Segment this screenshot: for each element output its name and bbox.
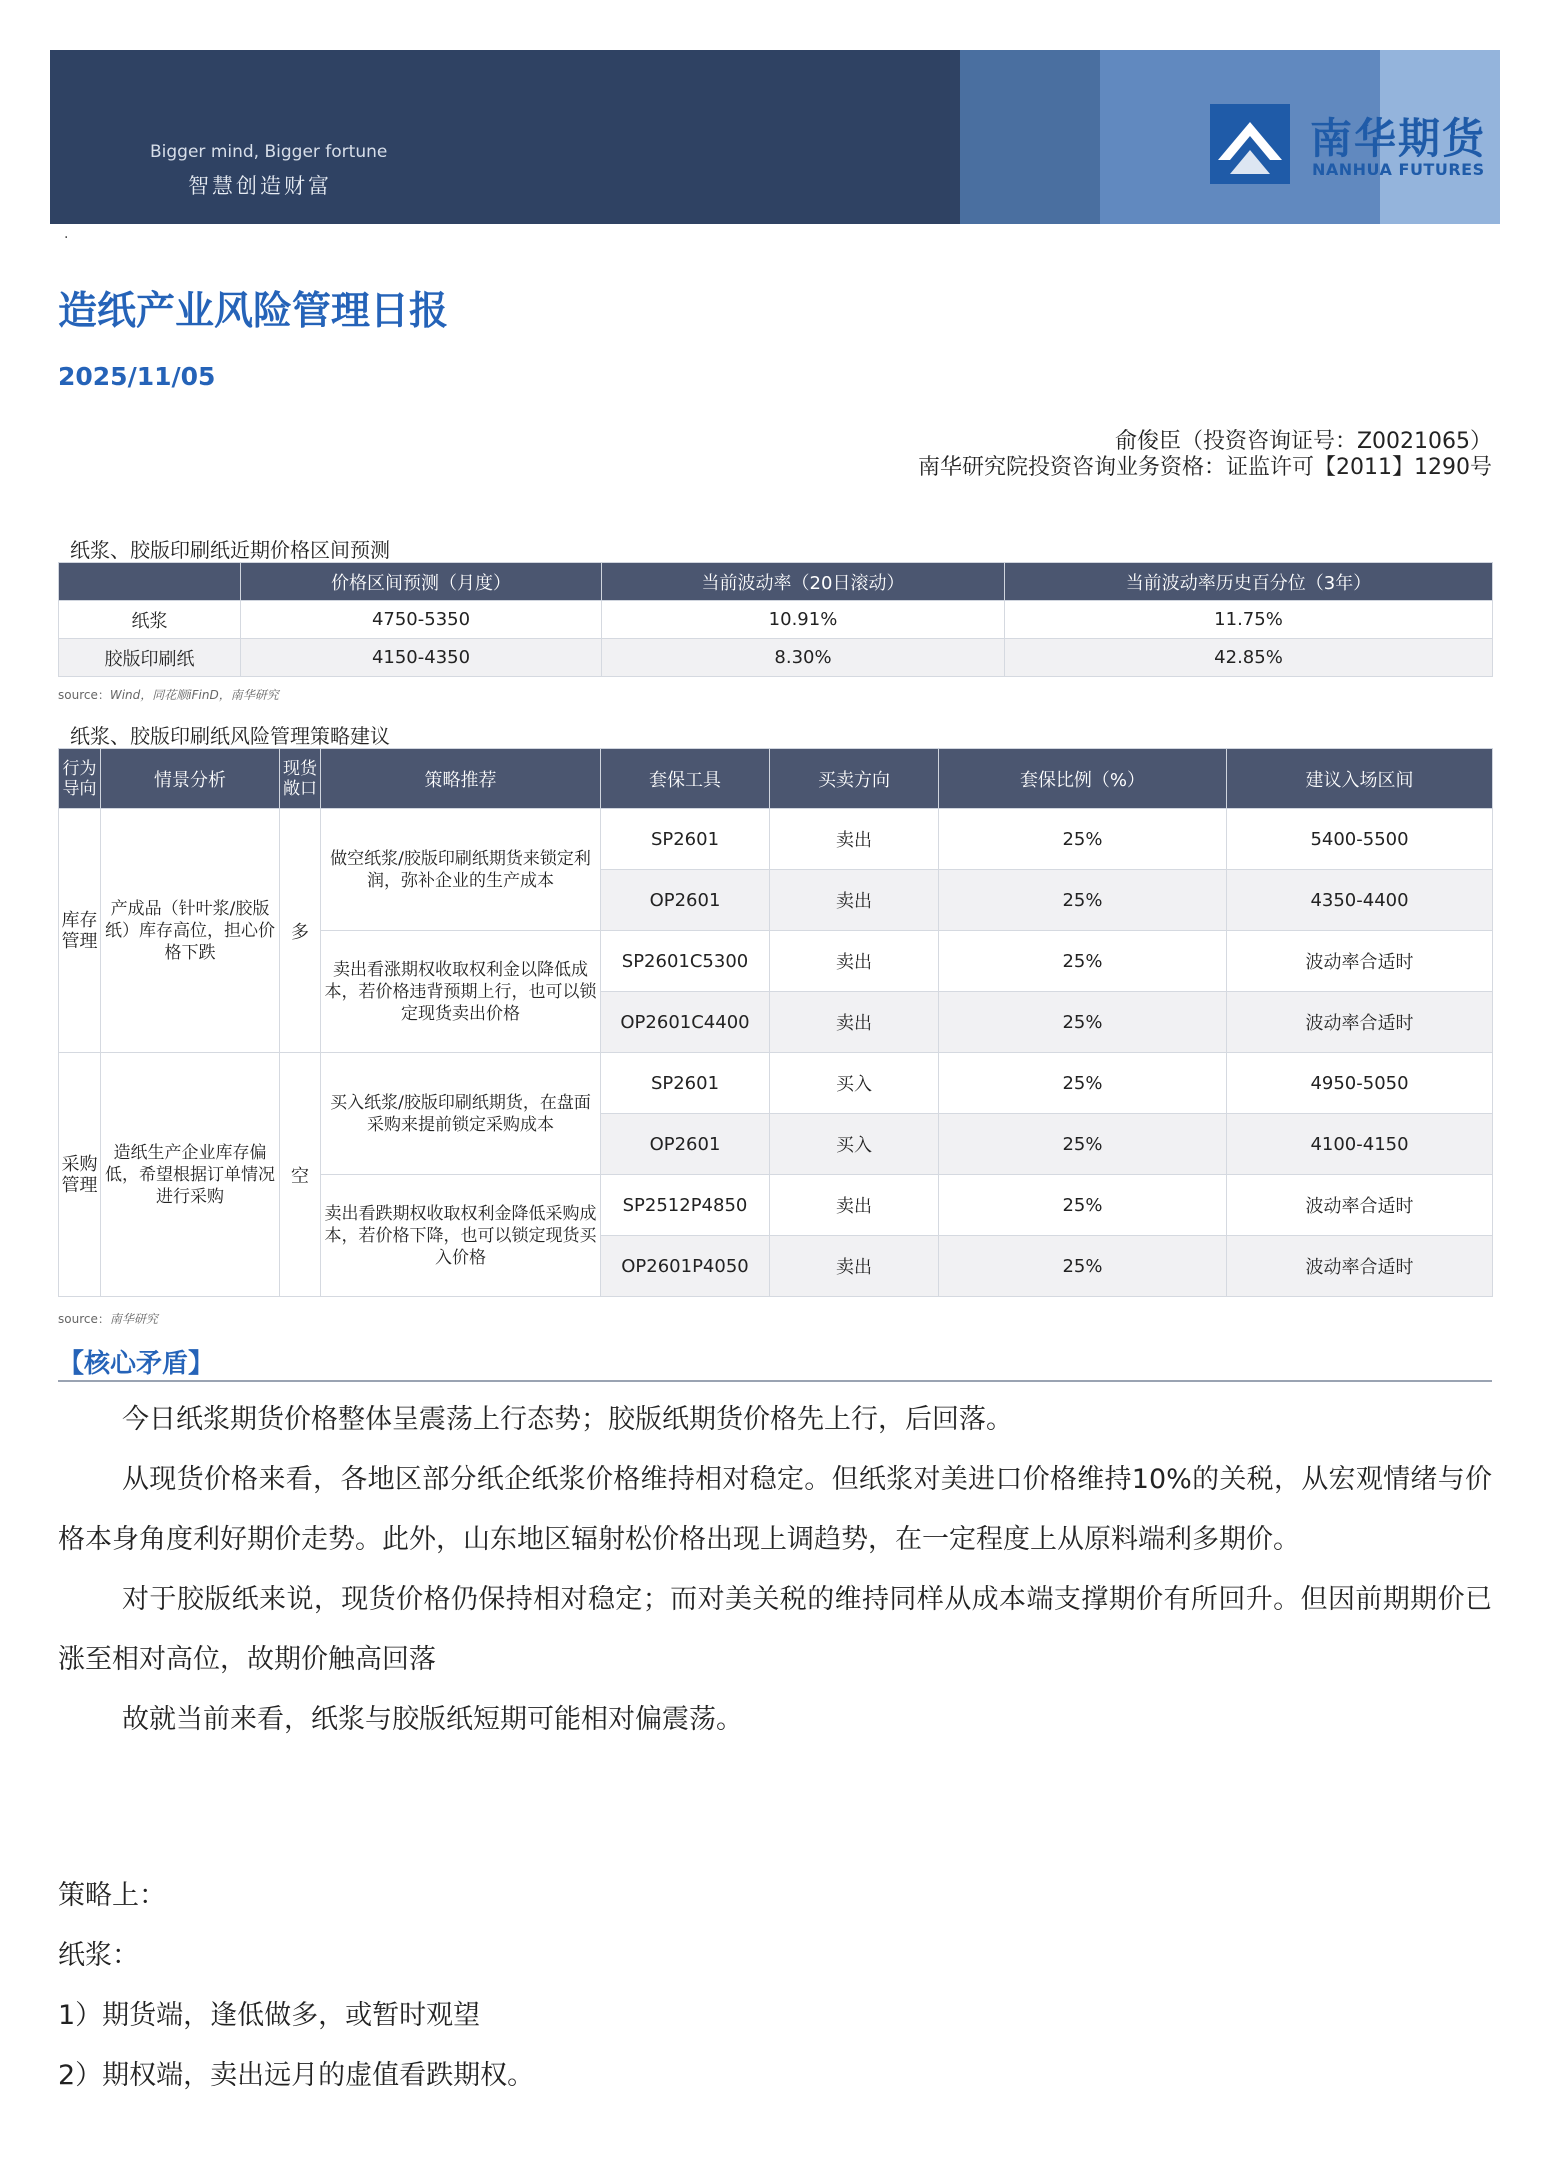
header-banner [50,50,1500,224]
hedge-ratio: 25% [939,1236,1227,1297]
pulp-label: 纸浆： [58,1940,139,1971]
volatility-percentile: 11.75% [1005,601,1493,639]
product-name: 胶版印刷纸 [59,639,241,677]
source-label: source： [58,688,110,702]
behavior-cell: 库存管理 [59,809,101,1053]
trade-direction: 卖出 [770,809,939,870]
author-line: 俞俊臣（投资咨询证号：Z0021065） [1114,429,1492,454]
table-row [59,601,1493,639]
trade-direction: 买入 [770,1053,939,1114]
price-table-caption: 纸浆、胶版印刷纸近期价格区间预测 [70,538,390,562]
scenario-cell: 产成品（针叶浆/胶版纸）库存高位，担心价格下跌 [101,809,280,1053]
hedge-ratio: 25% [939,809,1227,870]
trade-direction: 卖出 [770,870,939,931]
exposure-cell: 空 [280,1053,321,1297]
volatility: 10.91% [602,601,1005,639]
strategy-cell: 做空纸浆/胶版印刷纸期货来锁定利润，弥补企业的生产成本 [321,809,601,931]
entry-range: 5400-5500 [1227,809,1493,870]
column-header: 套保比例（%） [939,749,1227,809]
hedge-tool: OP2601 [601,1114,770,1175]
hedge-ratio: 25% [939,992,1227,1053]
source-label: source： [58,1312,110,1326]
hedge-ratio: 25% [939,1053,1227,1114]
qualification-line: 南华研究院投资咨询业务资格：证监许可【2011】1290号 [918,455,1492,480]
hedge-tool: OP2601P4050 [601,1236,770,1297]
source-note [58,686,279,703]
table-header-row [59,749,1493,809]
column-header: 价格区间预测（月度） [241,563,602,601]
column-header: 当前波动率历史百分位（3年） [1005,563,1493,601]
trade-direction: 卖出 [770,992,939,1053]
strategy-table [58,748,1493,1297]
entry-range: 波动率合适时 [1227,1236,1493,1297]
table-row [59,1053,1493,1114]
hedge-tool: SP2512P4850 [601,1175,770,1236]
table-row [59,809,1493,870]
paragraph: 从现货价格来看，各地区部分纸企纸浆价格维持相对稳定。但纸浆对美进口价格维持10%的关税，从宏观情绪与价格本身角度利好期价走势。此外，山东地区辐射松价格出现上调趋势，在一定程度上从原料端利多期价。 [58,1464,1492,1555]
column-header: 套保工具 [601,749,770,809]
column-header [59,563,241,601]
column-header: 策略推荐 [321,749,601,809]
trade-direction: 买入 [770,1114,939,1175]
price-forecast-table [58,562,1493,677]
report-title: 造纸产业风险管理日报 [58,289,449,334]
banner-band [960,50,1100,224]
scenario-cell: 造纸生产企业库存偏低，希望根据订单情况进行采购 [101,1053,280,1297]
paragraph: 今日纸浆期货价格整体呈震荡上行态势；胶版纸期货价格先上行，后回落。 [122,1404,1013,1435]
source-text: Wind，同花顺iFinD，南华研究 [109,688,279,702]
column-header: 当前波动率（20日滚动） [602,563,1005,601]
volatility-percentile: 42.85% [1005,639,1493,677]
hedge-tool: OP2601 [601,870,770,931]
hedge-ratio: 25% [939,870,1227,931]
logo-text-chinese: 南华期货 [1310,114,1487,163]
slogan-chinese: 智慧创造财富 [188,174,332,198]
section-divider [58,1380,1492,1382]
column-header: 行为导向 [59,749,101,809]
strategy-item: 2）期权端，卖出远月的虚值看跌期权。 [58,2060,535,2091]
hedge-ratio: 25% [939,1114,1227,1175]
trade-direction: 卖出 [770,931,939,992]
hedge-tool: SP2601 [601,809,770,870]
strategy-heading: 策略上： [58,1880,166,1911]
price-range: 4150-4350 [241,639,602,677]
table-header-row [59,563,1493,601]
report-date: 2025/11/05 [58,362,216,391]
trade-direction: 卖出 [770,1236,939,1297]
column-header: 情景分析 [101,749,280,809]
column-header: 建议入场区间 [1227,749,1493,809]
paragraph: 故就当前来看，纸浆与胶版纸短期可能相对偏震荡。 [122,1704,743,1735]
product-name: 纸浆 [59,601,241,639]
strategy-item: 1）期货端，逢低做多，或暂时观望 [58,2000,481,2031]
trade-direction: 卖出 [770,1175,939,1236]
table-row [59,639,1493,677]
page-marker: · [64,230,69,246]
nanhua-logo-icon [1210,104,1290,184]
price-range: 4750-5350 [241,601,602,639]
strategy-cell: 买入纸浆/胶版印刷纸期货，在盘面采购来提前锁定采购成本 [321,1053,601,1175]
source-note [58,1310,158,1327]
strategy-cell: 卖出看涨期权收取权利金以降低成本，若价格违背预期上行，也可以锁定现货卖出价格 [321,931,601,1053]
exposure-cell: 多 [280,809,321,1053]
strategy-table-caption: 纸浆、胶版印刷纸风险管理策略建议 [70,724,390,748]
hedge-tool: OP2601C4400 [601,992,770,1053]
entry-range: 4100-4150 [1227,1114,1493,1175]
entry-range: 波动率合适时 [1227,1175,1493,1236]
entry-range: 4950-5050 [1227,1053,1493,1114]
strategy-cell: 卖出看跌期权收取权利金降低采购成本，若价格下降，也可以锁定现货买入价格 [321,1175,601,1297]
hedge-ratio: 25% [939,1175,1227,1236]
entry-range: 4350-4400 [1227,870,1493,931]
logo-text-english: NANHUA FUTURES [1312,160,1485,179]
behavior-cell: 采购管理 [59,1053,101,1297]
hedge-tool: SP2601C5300 [601,931,770,992]
core-analysis [58,1390,1492,1750]
paragraph: 对于胶版纸来说，现货价格仍保持相对稳定；而对美关税的维持同样从成本端支撑期价有所回升。但因前期期价已涨至相对高位，故期价触高回落 [58,1584,1492,1675]
entry-range: 波动率合适时 [1227,992,1493,1053]
hedge-ratio: 25% [939,931,1227,992]
strategy-section [58,1866,534,2106]
source-text: 南华研究 [109,1312,158,1326]
column-header: 现货敞口 [280,749,321,809]
volatility: 8.30% [602,639,1005,677]
slogan-english: Bigger mind, Bigger fortune [150,142,388,162]
hedge-tool: SP2601 [601,1053,770,1114]
column-header: 买卖方向 [770,749,939,809]
entry-range: 波动率合适时 [1227,931,1493,992]
section-title: 【核心矛盾】 [58,1349,215,1379]
